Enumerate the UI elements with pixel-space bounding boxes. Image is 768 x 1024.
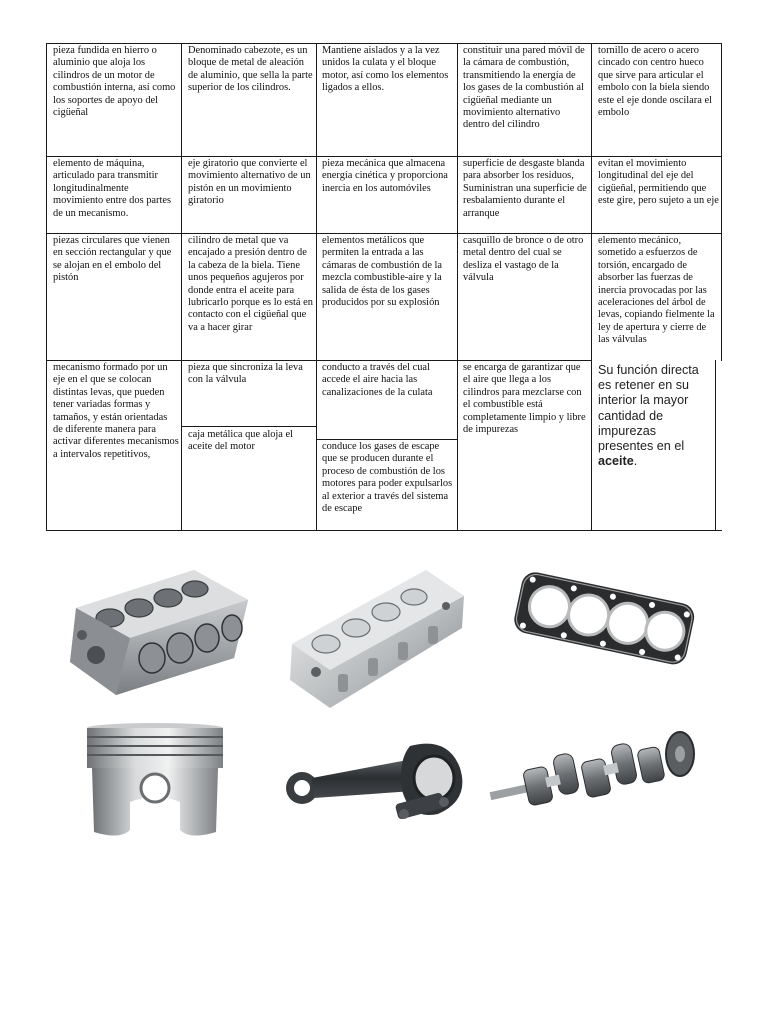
table-cell: mecanismo formado por un eje en el que se colocan distintas levas, que pueden tener variadas formas y tamaños, y están orientadas de diferente manera para activar diferentes mecanismos a intervalos repetitivos, [53, 362, 179, 460]
table-cell: superficie de desgaste blanda para absorber los residuos, Suministran una superficie de resbalamiento durante el arranque [463, 158, 587, 219]
table-cell: elemento mecánico, sometido a esfuerzos de torsión, encargado de absorber las fuerzas de inercia provocadas por las aceleraciones del árbol de levas, copiando fielmente la ley de apertura y cierre de las válvulas [598, 235, 715, 346]
table-rule [46, 360, 592, 361]
table-rule [457, 43, 458, 531]
table-rule [46, 233, 722, 234]
table-cell: pieza mecánica que almacena energía cinética y proporciona inercia en los automóviles [322, 158, 448, 194]
piston-image [70, 722, 240, 842]
table-cell: elemento de máquina, articulado para transmitir longitudinalmente movimiento entre dos partes de un mecanismo. [53, 158, 172, 219]
table-rule [181, 43, 182, 531]
table-cell-sans [598, 363, 714, 527]
head-gasket-image [505, 565, 700, 683]
table-cell: se encarga de garantizar que el aire que llega a los cilindros para mezclarse con el combustible está completamente limpio y libre de impurezas [463, 362, 586, 436]
table-cell: piezas circulares que vienen en sección rectangular y que se alojan en el embolo del pistón [53, 235, 172, 284]
table-rule [181, 426, 316, 427]
table-rule [46, 43, 47, 531]
table-cell-end: . [633, 454, 638, 469]
table-rule [721, 43, 722, 361]
table-rule [316, 439, 457, 440]
crankshaft-image [486, 718, 706, 833]
table-rule [46, 43, 722, 44]
table-cell: elementos metálicos que permiten la entrada a las cámaras de combustión de la mezcla combustible-aire y la salida de ésta de los gases producidos por su explosión [322, 235, 443, 309]
table-rule [591, 43, 592, 531]
table-rule [46, 156, 722, 157]
table-cell: conduce los gases de escape que se producen durante el proceso de combustión de los motores para poder expulsarlos al exterior a través del sistema de escape [322, 441, 453, 515]
table-rule [715, 360, 716, 531]
table-cell: Mantiene aislados y a la vez unidos la culata y el bloque motor, así como los elementos ligados a ellos. [322, 45, 449, 94]
connecting-rod-image [278, 728, 474, 858]
table-cell-bold: aceite [598, 454, 634, 469]
parts-definition-table [46, 43, 722, 531]
table-cell: cilindro de metal que va encajado a presión dentro de la cabeza de la biela. Tiene unos pequeños agujeros por donde entra el aceite para lubricarlo porque es lo está en contacto con el cigüeñal que va a hacer girar [188, 235, 313, 333]
cylinder-head-image [286, 562, 466, 710]
table-cell: casquillo de bronce o de otro metal dentro del cual se desliza el vastago de la válvula [463, 235, 584, 284]
table-cell-text: Su función directa es retener en su interior la mayor cantidad de impurezas presentes en el [598, 363, 699, 454]
table-cell: pieza fundida en hierro o aluminio que aloja los cilindros de un motor de combustión interna, así como los soportes de apoyo del cigüeñal [53, 45, 176, 119]
table-cell: eje giratorio que convierte el movimiento alternativo de un pistón en un movimiento giratorio [188, 158, 311, 207]
table-cell: pieza que sincroniza la leva con la válvula [188, 362, 303, 386]
table-cell: evitan el movimiento longitudinal del eje del cigüeñal, permitiendo que este gire, pero sujeto a un eje [598, 158, 719, 207]
table-cell: Denominado cabezote, es un bloque de metal de aleación de aluminio, que sella la parte superior de los cilindros. [188, 45, 313, 94]
table-cell: constituir una pared móvil de la cámara de combustión, transmitiendo la energía de los gases de la combustión al cigüeñal mediante un movimiento alternativo dentro del cilindro [463, 45, 585, 131]
table-rule [316, 43, 317, 531]
table-cell: caja metálica que aloja el aceite del motor [188, 429, 293, 453]
table-cell: conducto a través del cual accede el aire hacia las canalizaciones de la culata [322, 362, 433, 398]
table-rule [46, 530, 722, 531]
engine-block-image [56, 560, 256, 703]
table-cell: tornillo de acero o acero cincado con centro hueco que sirve para articular el embolo con la biela siendo este el eje donde oscilara el embolo [598, 45, 712, 119]
